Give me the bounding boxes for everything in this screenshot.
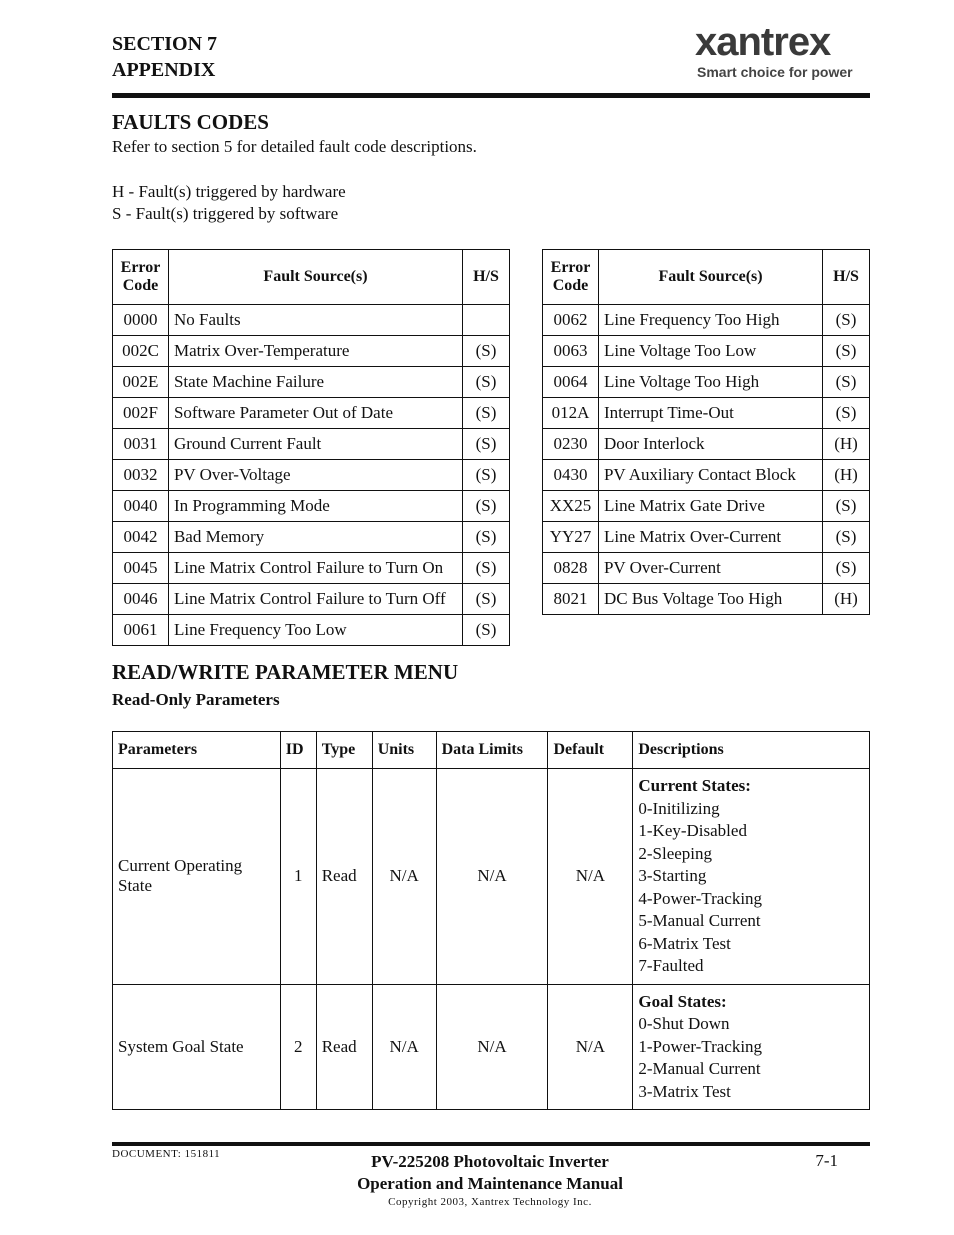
fault-source-cell: Ground Current Fault	[168, 429, 462, 460]
table-row	[113, 769, 870, 985]
fault-source-cell: Line Frequency Too Low	[168, 615, 462, 646]
hs-cell: (S)	[463, 336, 510, 367]
fault-source-cell: DC Bus Voltage Too High	[598, 584, 822, 615]
fault-table-right	[542, 249, 870, 615]
hs-cell: (S)	[463, 522, 510, 553]
section-label: SECTION 7	[112, 33, 218, 55]
col-parameters: Parameters	[113, 732, 281, 769]
hs-cell	[463, 305, 510, 336]
default-cell: N/A	[548, 984, 633, 1110]
description-line: 0-Shut Down	[638, 1014, 730, 1033]
col-data-limits: Data Limits	[436, 732, 548, 769]
table-row	[113, 615, 510, 646]
table-row	[543, 491, 870, 522]
hs-cell: (S)	[823, 491, 870, 522]
error-code-cell: 0040	[113, 491, 169, 522]
units-cell: N/A	[372, 984, 436, 1110]
col-default: Default	[548, 732, 633, 769]
parameter-cell: System Goal State	[113, 984, 281, 1110]
table-row	[543, 553, 870, 584]
description-line: 2-Sleeping	[638, 843, 713, 863]
data-limits-cell: N/A	[436, 769, 548, 985]
error-code-cell: 0430	[543, 460, 599, 491]
hs-cell: (S)	[463, 367, 510, 398]
fault-source-cell: State Machine Failure	[168, 367, 462, 398]
section-heading	[112, 31, 217, 83]
col-hs: H/S	[823, 250, 870, 305]
error-code-cell: 0230	[543, 429, 599, 460]
hs-cell: (S)	[823, 553, 870, 584]
error-code-cell: 0032	[113, 460, 169, 491]
fault-source-cell: Bad Memory	[168, 522, 462, 553]
description-line: 0-Initilizing	[638, 798, 720, 818]
units-cell: N/A	[372, 769, 436, 985]
col-descriptions: Descriptions	[633, 732, 870, 769]
hs-cell: (S)	[823, 305, 870, 336]
col-fault-source: Fault Source(s)	[598, 250, 822, 305]
parameters-table	[112, 731, 870, 1110]
appendix-label: APPENDIX	[112, 59, 216, 81]
fault-source-cell: Line Matrix Control Failure to Turn On	[168, 553, 462, 584]
error-code-cell: 0063	[543, 336, 599, 367]
table-row	[543, 584, 870, 615]
error-code-cell: 0828	[543, 553, 599, 584]
hs-cell: (S)	[823, 336, 870, 367]
hs-cell: (H)	[823, 460, 870, 491]
col-error-code: Error Code	[543, 250, 599, 305]
description-title: Goal States:	[638, 991, 727, 1011]
error-code-cell: 0031	[113, 429, 169, 460]
description-line: 6-Matrix Test	[638, 933, 731, 953]
manual-title-line2: Operation and Maintenance Manual	[357, 1174, 623, 1193]
col-id: ID	[280, 732, 316, 769]
data-limits-cell: N/A	[436, 984, 548, 1110]
table-row	[113, 584, 510, 615]
error-code-cell: XX25	[543, 491, 599, 522]
rw-subtitle: Read-Only Parameters	[112, 690, 280, 709]
hs-cell: (S)	[463, 429, 510, 460]
fault-table-left	[112, 249, 510, 646]
table-row	[543, 305, 870, 336]
parameter-cell: Current Operating State	[113, 769, 281, 985]
manual-title	[300, 1151, 680, 1195]
id-cell: 1	[280, 769, 316, 985]
table-row	[543, 460, 870, 491]
description-line: 1-Key-Disabled	[638, 821, 747, 840]
error-code-cell: 0042	[113, 522, 169, 553]
logo-tagline: Smart choice for power	[697, 64, 853, 80]
fault-source-cell: PV Over-Voltage	[168, 460, 462, 491]
faults-intro: Refer to section 5 for detailed fault code descriptions.	[112, 137, 477, 156]
fault-source-cell: PV Over-Current	[598, 553, 822, 584]
fault-source-cell: Line Matrix Control Failure to Turn Off	[168, 584, 462, 615]
table-row	[113, 460, 510, 491]
description-line: 5-Manual Current	[638, 911, 761, 930]
error-code-cell: 0062	[543, 305, 599, 336]
page-number: 7-1	[815, 1151, 838, 1170]
fault-source-cell: Line Matrix Over-Current	[598, 522, 822, 553]
description-title: Current States:	[638, 776, 751, 795]
table-row	[543, 429, 870, 460]
table-row	[543, 336, 870, 367]
description-line: 1-Power-Tracking	[638, 1036, 763, 1056]
manual-title-line1: PV-225208 Photovoltaic Inverter	[371, 1152, 609, 1171]
default-cell: N/A	[548, 769, 633, 985]
table-row	[113, 398, 510, 429]
table-row	[543, 398, 870, 429]
fault-source-cell: No Faults	[168, 305, 462, 336]
fault-source-cell: Line Voltage Too Low	[598, 336, 822, 367]
faults-title: FAULTS CODES	[112, 110, 269, 134]
copyright: Copyright 2003, Xantrex Technology Inc.	[388, 1196, 592, 1208]
table-row	[113, 522, 510, 553]
col-type: Type	[316, 732, 372, 769]
table-row	[113, 491, 510, 522]
col-fault-source: Fault Source(s)	[168, 250, 462, 305]
hs-cell: (S)	[463, 584, 510, 615]
error-code-cell: 0064	[543, 367, 599, 398]
document-number: DOCUMENT: 151811	[112, 1148, 221, 1160]
error-code-cell: 002C	[113, 336, 169, 367]
hs-cell: (S)	[463, 491, 510, 522]
hs-cell: (H)	[823, 429, 870, 460]
logo-wordmark: xantrex	[695, 20, 831, 64]
hs-cell: (S)	[823, 522, 870, 553]
type-cell: Read	[316, 984, 372, 1110]
description-line: 7-Faulted	[638, 956, 704, 975]
fault-source-cell: In Programming Mode	[168, 491, 462, 522]
fault-source-cell: Software Parameter Out of Date	[168, 398, 462, 429]
fault-source-cell: Interrupt Time-Out	[598, 398, 822, 429]
footer-rule	[112, 1142, 870, 1146]
error-code-cell: 0046	[113, 584, 169, 615]
header-rule	[112, 93, 870, 98]
table-row	[543, 522, 870, 553]
legend-hardware: H - Fault(s) triggered by hardware	[112, 182, 346, 201]
error-code-cell: 002F	[113, 398, 169, 429]
xantrex-logo	[695, 22, 870, 80]
error-code-cell: 8021	[543, 584, 599, 615]
col-units: Units	[372, 732, 436, 769]
table-row	[543, 367, 870, 398]
id-cell: 2	[280, 984, 316, 1110]
error-code-cell: 0000	[113, 305, 169, 336]
error-code-cell: 0061	[113, 615, 169, 646]
legend-software: S - Fault(s) triggered by software	[112, 204, 339, 223]
description-line: 4-Power-Tracking	[638, 888, 763, 908]
fault-source-cell: Line Matrix Gate Drive	[598, 491, 822, 522]
table-row	[113, 305, 510, 336]
table-row	[113, 429, 510, 460]
col-hs: H/S	[463, 250, 510, 305]
hs-cell: (S)	[823, 367, 870, 398]
fault-source-cell: Line Frequency Too High	[598, 305, 822, 336]
description-cell	[633, 984, 870, 1110]
fault-source-cell: Door Interlock	[598, 429, 822, 460]
error-code-cell: YY27	[543, 522, 599, 553]
description-line: 3-Matrix Test	[638, 1081, 731, 1101]
type-cell: Read	[316, 769, 372, 985]
fault-source-cell: Matrix Over-Temperature	[168, 336, 462, 367]
hs-cell: (H)	[823, 584, 870, 615]
hs-cell: (S)	[463, 615, 510, 646]
error-code-cell: 0045	[113, 553, 169, 584]
error-code-cell: 012A	[543, 398, 599, 429]
table-row	[113, 984, 870, 1110]
table-row	[113, 367, 510, 398]
description-line: 2-Manual Current	[638, 1059, 761, 1078]
fault-source-cell: Line Voltage Too High	[598, 367, 822, 398]
hs-cell: (S)	[463, 460, 510, 491]
description-cell	[633, 769, 870, 985]
table-row	[113, 553, 510, 584]
fault-source-cell: PV Auxiliary Contact Block	[598, 460, 822, 491]
table-row	[113, 336, 510, 367]
hs-cell: (S)	[823, 398, 870, 429]
hs-cell: (S)	[463, 398, 510, 429]
description-line: 3-Starting	[638, 866, 707, 885]
col-error-code: Error Code	[113, 250, 169, 305]
error-code-cell: 002E	[113, 367, 169, 398]
rw-title: READ/WRITE PARAMETER MENU	[112, 660, 459, 684]
hs-cell: (S)	[463, 553, 510, 584]
